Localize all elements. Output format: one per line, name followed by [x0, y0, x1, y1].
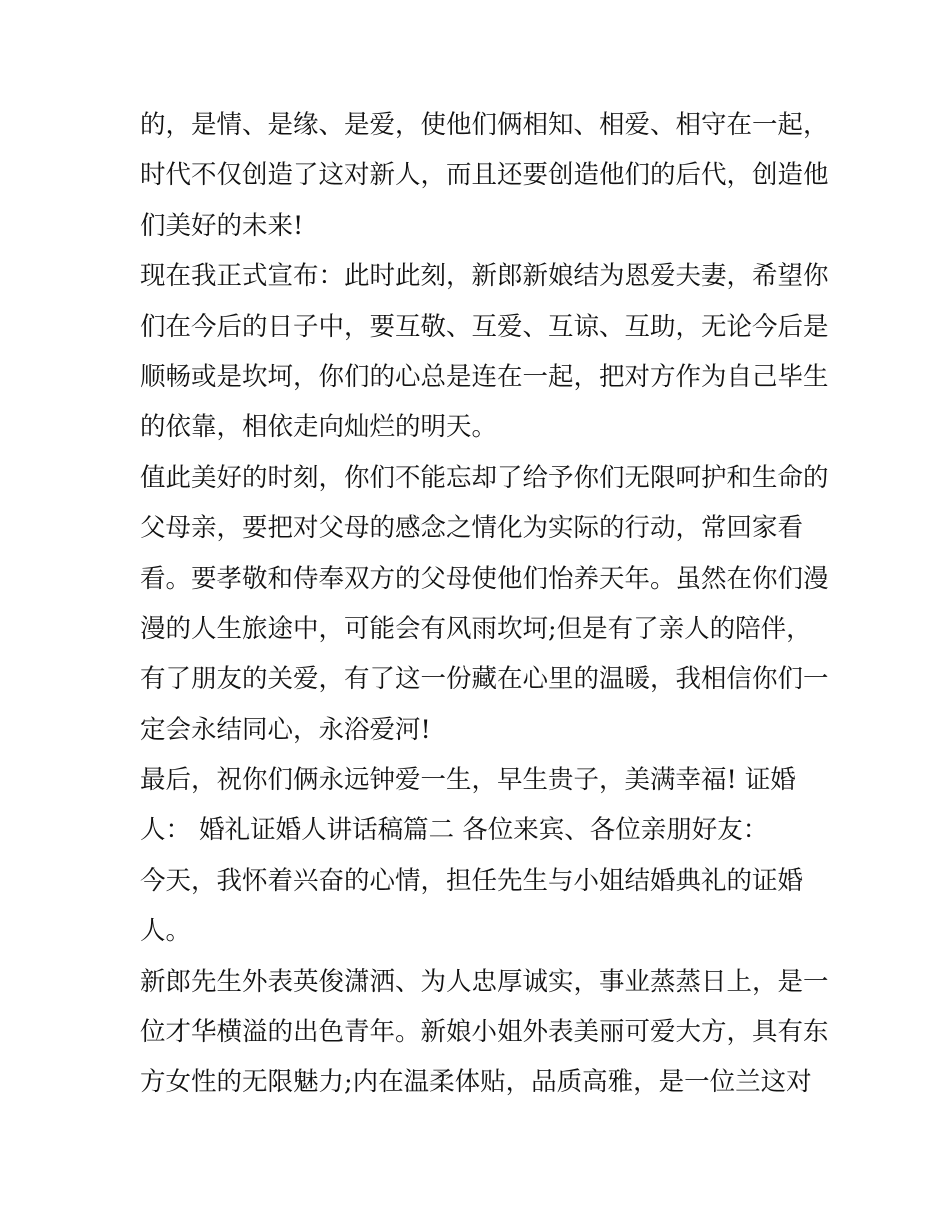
- text-line: 现在我正式宣布：此时此刻，新郎新娘结为恩爱夫妻，希望你: [140, 261, 829, 292]
- text-line: 人。: [140, 916, 192, 947]
- text-line: 看。要孝敬和侍奉双方的父母使他们怡养天年。虽然在你们漫: [140, 563, 829, 594]
- text-line: 们美好的未来!: [140, 210, 304, 241]
- text-line: 新郎先生外表英俊潇洒、为人忠厚诚实，事业蒸蒸日上，是一: [140, 966, 829, 997]
- text-line: 时代不仅创造了这对新人，而且还要创造他们的后代，创造他: [140, 160, 829, 191]
- text-line: 今天，我怀着兴奋的心情，担任先生与小姐结婚典礼的证婚: [140, 865, 804, 896]
- text-line: 的依靠，相依走向灿烂的明天。: [140, 412, 498, 443]
- text-line: 有了朋友的关爱，有了这一份藏在心里的温暖，我相信你们一: [140, 664, 829, 695]
- text-line: 父母亲，要把对父母的感念之情化为实际的行动，常回家看: [140, 513, 804, 544]
- text-line: 定会永结同心，永浴爱河!: [140, 714, 431, 745]
- text-line: 方女性的无限魅力;内在温柔体贴，品质高雅，是一位兰这对: [140, 1067, 812, 1098]
- text-line: 人： 婚礼证婚人讲话稿篇二 各位来宾、各位亲朋好友：: [140, 815, 769, 846]
- text-line: 漫的人生旅途中，可能会有风雨坎坷;但是有了亲人的陪伴，: [140, 613, 812, 644]
- text-line: 顺畅或是坎坷，你们的心总是连在一起，把对方作为自己毕生: [140, 361, 829, 392]
- document-body-text: [140, 100, 830, 1108]
- text-line: 们在今后的日子中，要互敬、互爱、互谅、互助，无论今后是: [140, 311, 829, 342]
- text-line: 最后，祝你们俩永远钟爱一生，早生贵子，美满幸福! 证婚: [140, 765, 796, 796]
- text-line: 位才华横溢的出色青年。新娘小姐外表美丽可爱大方，具有东: [140, 1017, 829, 1048]
- text-line: 值此美好的时刻，你们不能忘却了给予你们无限呵护和生命的: [140, 462, 829, 493]
- text-line: 的，是情、是缘、是爱，使他们俩相知、相爱、相守在一起，: [140, 110, 829, 140]
